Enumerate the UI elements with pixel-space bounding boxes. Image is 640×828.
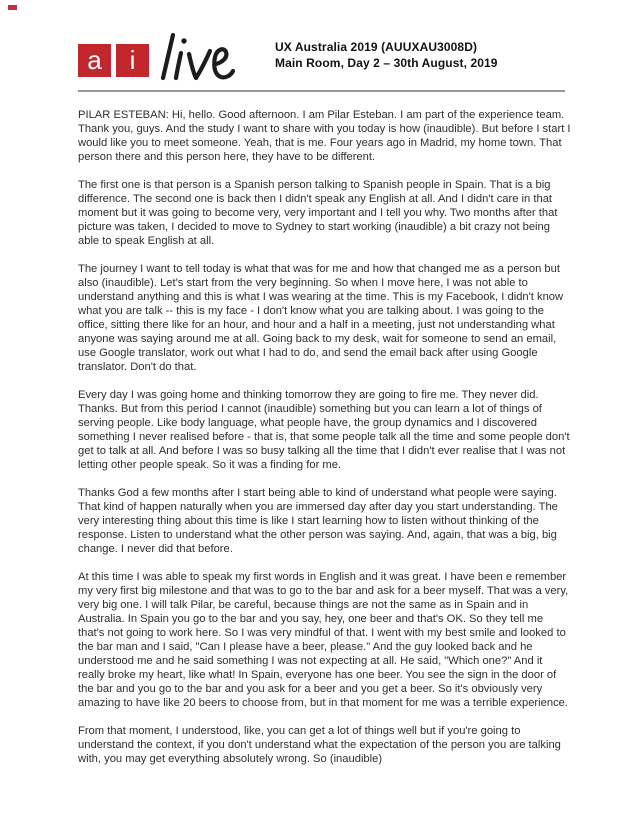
transcript-paragraph: The first one is that person is a Spanish person talking to Spanish people in Spain. That is a big difference. The second one is back then I didn't speak any English at all. And I didn't care in that moment but it was going to become very, very important and I tell you why. Two months after that picture was taken, I decided to move to Sydney to start working (inaudible) a bit crazy not being able to speak English at all. (78, 179, 558, 247)
document-title (275, 40, 498, 71)
logo-letter-i-square: i (116, 44, 149, 77)
transcript-body (78, 108, 571, 780)
ai-live-logo (78, 44, 149, 77)
transcript-paragraph: PILAR ESTEBAN: Hi, hello. Good afternoon. I am Pilar Esteban. I am part of the experience team. Thank you, guys. And the study I want to share with you today is how (inaudible). But before I start I would like you to meet someone. Yeah, that is me. Four years ago in Madrid, my home town. That person there and this person here, they have to be different. (78, 109, 571, 163)
title-line-2: Main Room, Day 2 – 30th August, 2019 (275, 55, 498, 70)
live-wordmark (152, 32, 238, 82)
transcript-paragraph: Every day I was going home and thinking tomorrow they are going to fire me. They never did. Thanks. But from this period I cannot (inaudible) something but you can learn a lot of things of serving people. Like body language, what people have, the group dynamics and I discovered something I never realised before - that is, that some people talk all the time and some people don't get to talk at all. And before I was so busy talking all the time that I didn't ever realise that I was not letting other people speak. So it was a finding for me. (78, 389, 570, 471)
header-divider (78, 90, 565, 92)
red-corner-mark (8, 5, 17, 10)
title-line-1: UX Australia 2019 (AUUXAU3008D) (275, 40, 478, 54)
logo-letter-a-square: a (78, 44, 111, 77)
live-wordmark-label (152, 82, 153, 83)
transcript-paragraph: The journey I want to tell today is what that was for me and how that changed me as a person but also (inaudible). Let's start from the very beginning. So when I move here, I was not able to understand anything and this is what I was wearing at the time. This is my Facebook, I didn't know what you are talk -- this is my face - I don't know what you are talking about. I was going to the office, sitting there like for an hour, and hour and a half in a meeting, just not understanding what anyone was saying around me at all. Going back to my desk, wait for someone to send an email, use Google translator, work out what I had to do, and send the email back after using Google translator. Don't do that. (78, 263, 564, 373)
transcript-paragraph: From that moment, I understood, like, you can get a lot of things well but if you're going to understand the context, if you don't understand what the expectation of the person you are talking with, you may get everything absolutely wrong. So (inaudible) (78, 725, 561, 765)
transcript-paragraph: Thanks God a few months after I start being able to kind of understand what people were saying. That kind of happen naturally when you are immersed day after day you start understanding. The very interesting thing about this time is like I start learning how to listen without thinking of the response. Listen to understand what the other person was saying. And, again, that was a big, big change. I never did that before. (78, 487, 558, 555)
live-handwriting-icon (152, 32, 238, 82)
transcript-paragraph: At this time I was able to speak my first words in English and it was great. I have been e remember my very first big milestone and that was to go to the bar and ask for a beer myself. That was a very, very big one. I will talk Pilar, be careful, because things are not the same as in Spain and in Australia. In Spain you go to the bar and you say, hey, one beer and that's OK. So they tell me that's not going to work here. So I was very mindful of that. I went with my best smile and looked to the bar man and I said, "Can I please have a beer, please." And the guy looked back and he understood me and he said something I was not expecting at all. He said, "Which one?" And it really broke my heart, like what! In Spain, everyone has one beer. You see the sign in the door of the bar and you go to the bar and you ask for a beer and you get a beer. So it's obviously very amazing to have like 20 beers to choose from, but in that moment for me was a terrible experience. (78, 571, 569, 709)
